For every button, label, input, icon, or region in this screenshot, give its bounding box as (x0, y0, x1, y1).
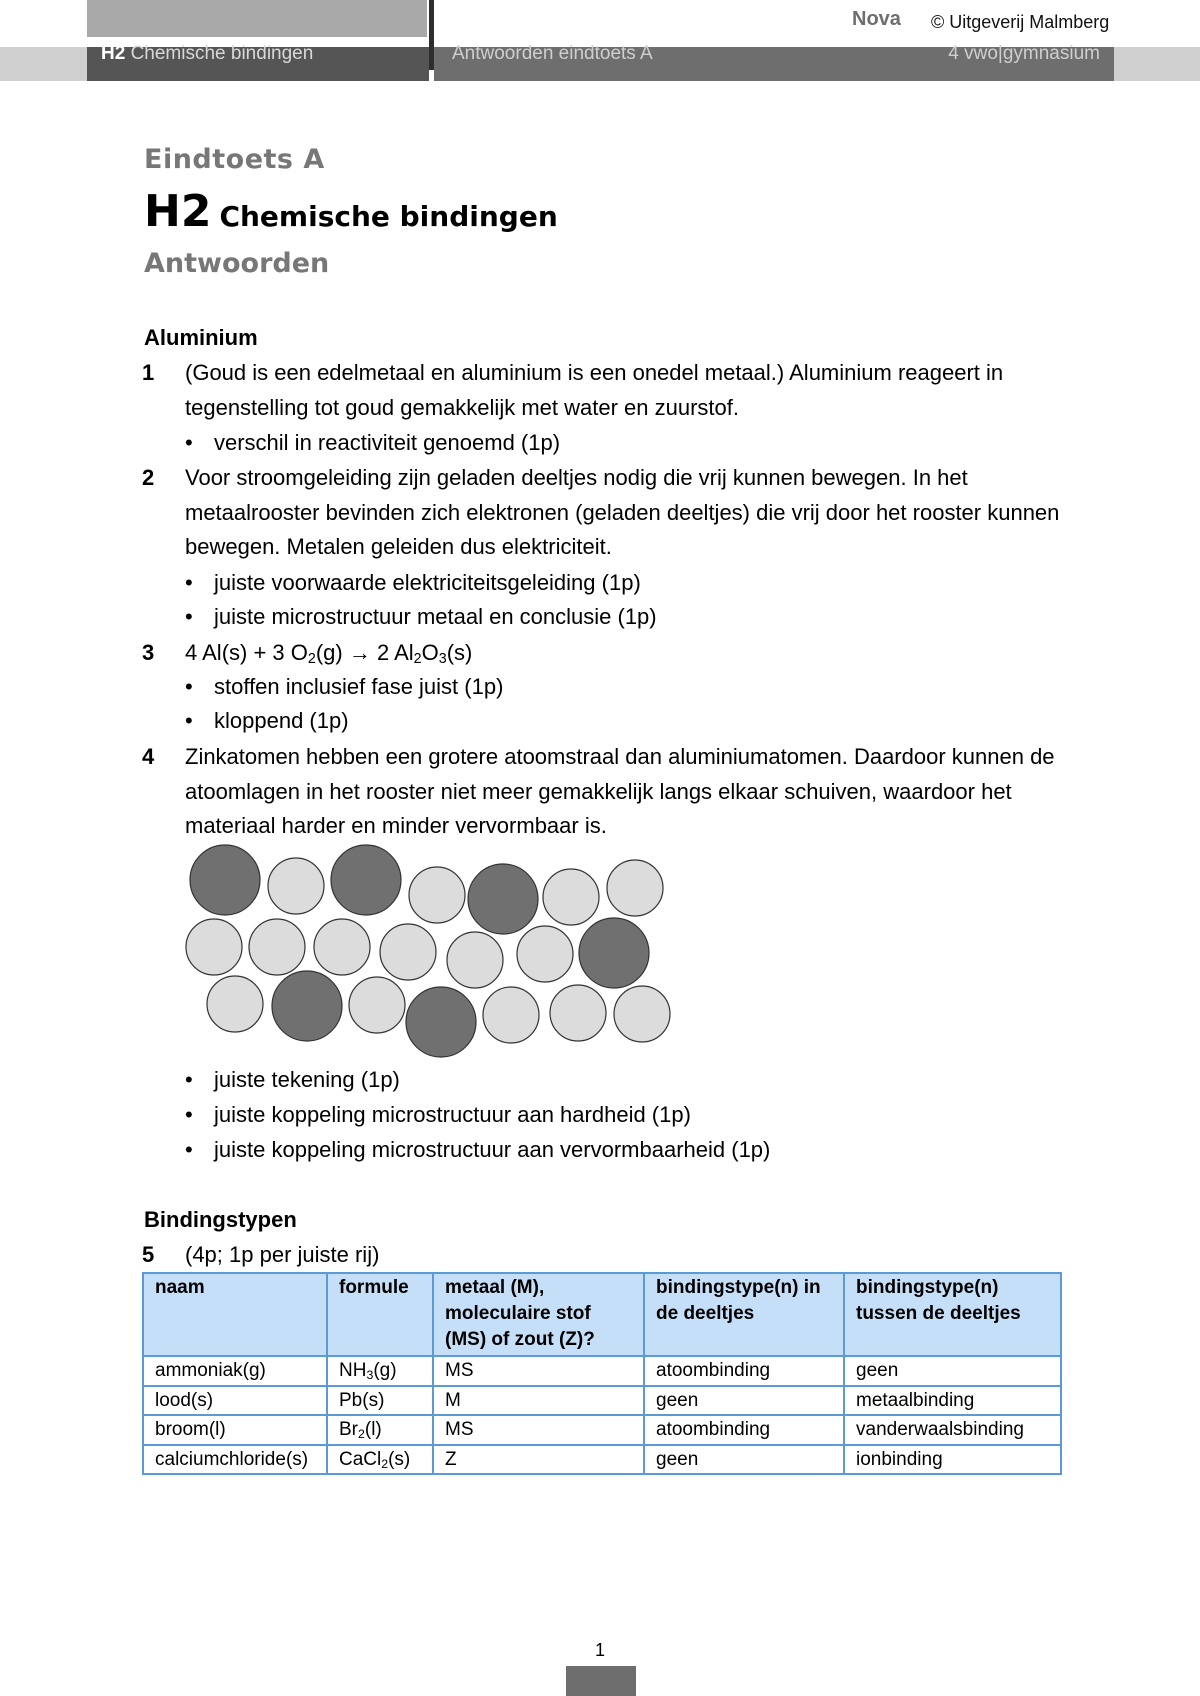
section-heading: Bindingstypen (144, 1207, 297, 1232)
formula-part: CaCl (339, 1448, 382, 1470)
table-row (143, 1415, 1061, 1445)
question-text: (Goud is een edelmetaal en aluminium is een onedel metaal.) Aluminium reageert in tegenstelling tot goud gemakkelijk met water en zuurstof. (185, 360, 1004, 420)
header-band-left (0, 47, 87, 81)
chapter-name: Chemische bindingen (219, 200, 558, 233)
header-chapter-title: Chemische bindingen (130, 43, 314, 64)
formula-part: (l) (364, 1419, 382, 1440)
table-row (143, 1356, 1061, 1386)
binding-types-table (142, 1272, 1062, 1475)
list-item: • juiste koppeling microstructuur aan hardheid (1p) (185, 1102, 691, 1127)
table-header-row (143, 1273, 1061, 1356)
header-top-bar (87, 0, 427, 37)
list-item: • stoffen inclusief fase juist (1p) (185, 674, 504, 699)
list-item: • juiste microstructuur metaal en conclusie (1p) (185, 604, 657, 629)
cell-substance-type: MS (433, 1415, 644, 1445)
cell-name: ammoniak(g) (143, 1356, 327, 1386)
equation-subscript: 3 (438, 651, 447, 667)
aluminium-atom (517, 926, 573, 982)
list-item-text: verschil in reactiviteit genoemd (1p) (214, 430, 561, 455)
aluminium-atom (268, 858, 324, 914)
atom-lattice-drawing (180, 840, 680, 1060)
equation-part: (g) → 2 Al (315, 640, 414, 665)
list-item: • verschil in reactiviteit genoemd (1p) (185, 430, 561, 455)
list-item-text: kloppend (1p) (214, 708, 349, 733)
section-heading: Aluminium (144, 325, 258, 350)
zinc-atom (468, 864, 538, 934)
page-subtitle: Antwoorden (144, 248, 330, 279)
list-item-text: juiste voorwaarde elektriciteitsgeleiding (1p) (214, 570, 641, 595)
cell-binding-between: metaalbinding (844, 1386, 1061, 1416)
question-text: (4p; 1p per juiste rij) (185, 1242, 380, 1267)
list-item: • juiste koppeling microstructuur aan vervormbaarheid (1p) (185, 1137, 771, 1162)
aluminium-atom (314, 919, 370, 975)
cell-name: calciumchloride(s) (143, 1445, 327, 1475)
question-text: Voor stroomgeleiding zijn geladen deeltjes nodig die vrij kunnen bewegen. In het metaalrooster bevinden zich elektronen (geladen deeltjes) die vrij door het rooster kunnen bewegen. Metalen geleiden dus elektriciteit. (185, 465, 1060, 559)
equation-subscript: 2 (413, 651, 422, 667)
cell-binding-within: geen (644, 1386, 844, 1416)
aluminium-atom (249, 919, 305, 975)
cell-name: lood(s) (143, 1386, 327, 1416)
list-item-text: stoffen inclusief fase juist (1p) (214, 674, 504, 699)
formula-part: Br (339, 1419, 358, 1440)
formula-part: (g) (373, 1360, 397, 1381)
equation-part: O (421, 640, 439, 665)
cell-formula (327, 1356, 433, 1386)
question-number: 4 (142, 744, 155, 769)
cell-binding-between: geen (844, 1356, 1061, 1386)
formula-part: NH (339, 1360, 367, 1381)
aluminium-atom (614, 986, 670, 1042)
equation-part: (s) (446, 640, 473, 665)
column-header: bindingstype(n) tussen de deeltjes (844, 1273, 1061, 1356)
list-item: • juiste voorwaarde elektriciteitsgeleiding (1p) (185, 570, 641, 595)
cell-formula (327, 1386, 433, 1416)
cell-substance-type: M (433, 1386, 644, 1416)
formula-part: Pb(s) (339, 1389, 385, 1411)
cell-formula (327, 1415, 433, 1445)
formula-subscript: 2 (358, 1427, 365, 1441)
aluminium-atom (483, 987, 539, 1043)
copyright-notice: © Uitgeverij Malmberg (931, 12, 1110, 32)
brand-logo: Nova (852, 8, 901, 30)
formula-part: (s) (388, 1448, 411, 1470)
aluminium-atom (550, 985, 606, 1041)
question-number: 2 (142, 465, 155, 490)
header-chapter (101, 42, 313, 66)
cell-name: broom(l) (143, 1415, 327, 1445)
test-title: Eindtoets A (144, 144, 325, 175)
footer-bar (566, 1666, 636, 1696)
equation-subscript: 2 (307, 651, 316, 667)
list-item-text: juiste koppeling microstructuur aan hardheid (1p) (214, 1102, 691, 1127)
zinc-atom (190, 845, 260, 915)
aluminium-atom (409, 867, 465, 923)
column-header: naam (143, 1273, 327, 1356)
aluminium-atom (447, 932, 503, 988)
zinc-atom (331, 845, 401, 915)
aluminium-atom (186, 919, 242, 975)
cell-formula (327, 1445, 433, 1475)
chapter-code: H2 (144, 186, 212, 237)
zinc-atom (272, 971, 342, 1041)
list-item-text: juiste microstructuur metaal en conclusie (1p) (214, 604, 657, 629)
table-row (143, 1386, 1061, 1416)
page-number: 1 (594, 1640, 605, 1660)
aluminium-atom (207, 976, 263, 1032)
zinc-atom (406, 987, 476, 1057)
column-header: bindingstype(n) in de deeltjes (644, 1273, 844, 1356)
aluminium-atom (380, 924, 436, 980)
list-item: • juiste tekening (1p) (185, 1067, 400, 1092)
cell-binding-between: vanderwaalsbinding (844, 1415, 1061, 1445)
cell-binding-within: atoombinding (644, 1415, 844, 1445)
header-section: Antwoorden eindtoets A (452, 43, 653, 64)
chapter-title (144, 186, 558, 237)
header-level: 4 vwo|gymnasium (948, 43, 1100, 64)
question-number: 3 (142, 640, 155, 665)
equation-part: 4 Al(s) + 3 O (185, 640, 308, 665)
aluminium-atom (543, 869, 599, 925)
reaction-equation (185, 640, 472, 666)
cell-substance-type: MS (433, 1356, 644, 1386)
column-header: metaal (M), moleculaire stof (MS) of zout (Z)? (433, 1273, 644, 1356)
question-number: 5 (142, 1242, 155, 1267)
aluminium-atom (607, 860, 663, 916)
zinc-atom (579, 918, 649, 988)
formula-subscript: 2 (381, 1456, 389, 1471)
cell-binding-within: geen (644, 1445, 844, 1475)
list-item-text: juiste koppeling microstructuur aan vervormbaarheid (1p) (214, 1137, 771, 1162)
table-row (143, 1445, 1061, 1475)
cell-binding-within: atoombinding (644, 1356, 844, 1386)
cell-binding-between: ionbinding (844, 1445, 1061, 1475)
aluminium-atom (349, 977, 405, 1033)
list-item-text: juiste tekening (1p) (214, 1067, 400, 1092)
formula-subscript: 3 (366, 1368, 374, 1382)
question-number: 1 (142, 360, 155, 385)
header-band-right (1114, 47, 1200, 81)
list-item: • kloppend (1p) (185, 708, 349, 733)
cell-substance-type: Z (433, 1445, 644, 1475)
header-chapter-code: H2 (101, 43, 126, 64)
question-text: Zinkatomen hebben een grotere atoomstraal dan aluminiumatomen. Daardoor kunnen de atoomlagen in het rooster niet meer gemakkelijk langs elkaar schuiven, waardoor het materiaal harder en minder vervormbaar is. (185, 744, 1055, 838)
column-header: formule (327, 1273, 433, 1356)
